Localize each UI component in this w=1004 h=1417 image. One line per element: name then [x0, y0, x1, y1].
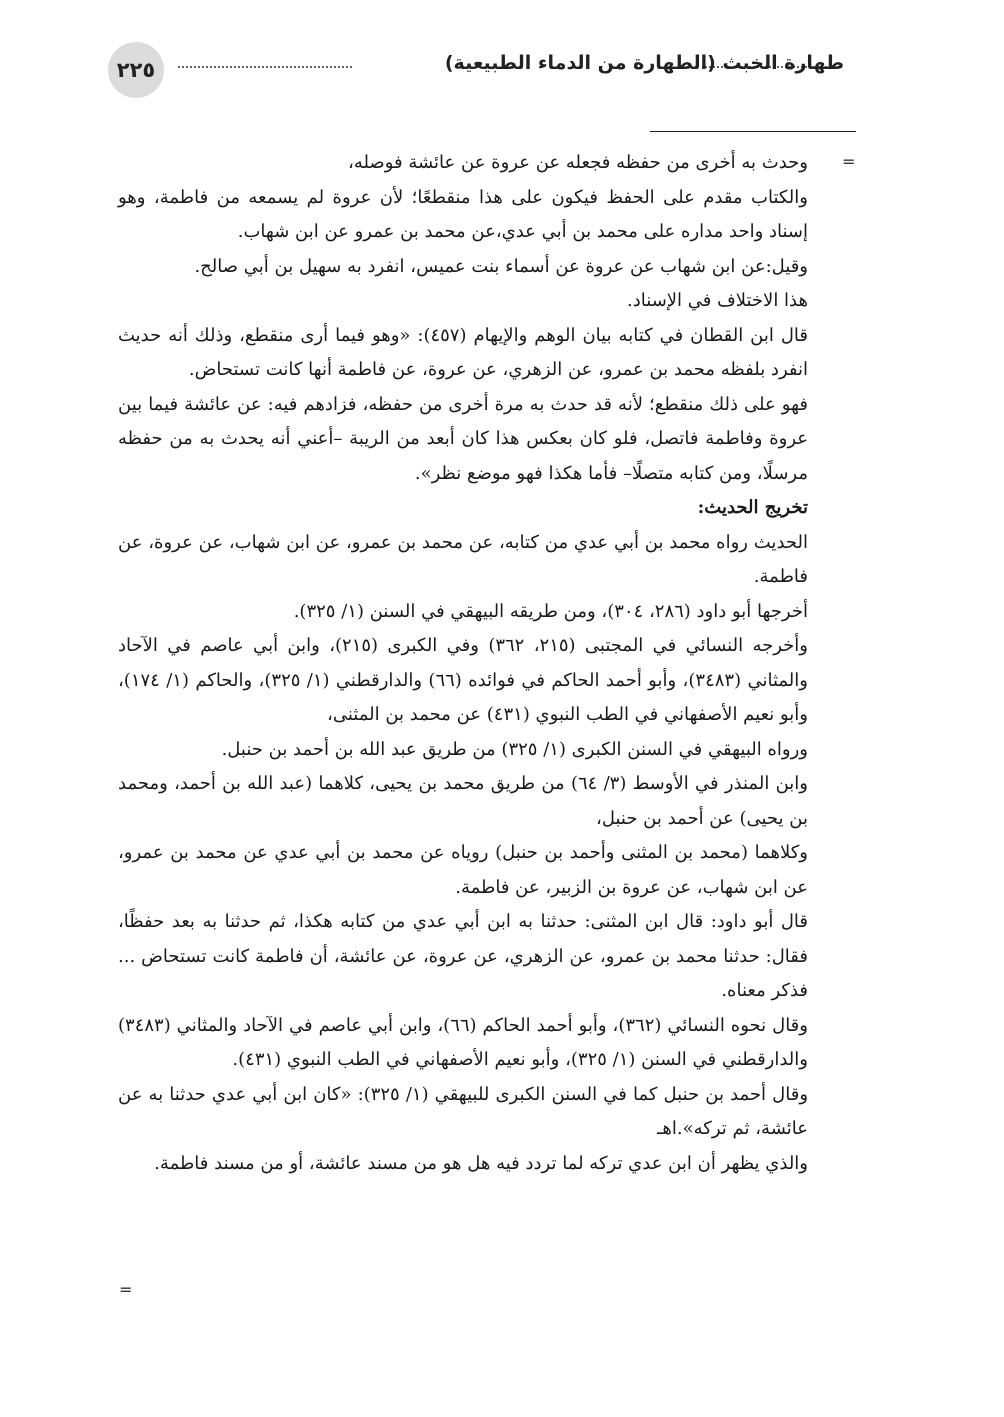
footnote-paragraph: فهو على ذلك منقطع؛ لأنه قد حدث به مرة أخرى من حفظه، فزادهم فيه: عن عائشة فيما بين عروة وفاطمة فاتصل، فلو كان بعكس هذا كان أبعد من الريبة –أعني أنه يحدث به من حفظه مرسلًا، ومن كتابه متصلًا– فأما هكذا فهو موضع نظر».: [118, 393, 808, 484]
footnote-paragraph: هذا الاختلاف في الإسناد.: [627, 290, 808, 311]
footnote-paragraph: وحدث به أخرى من حفظه فجعله عن عروة عن عائشة فوصله،: [348, 152, 808, 173]
continuation-mark-bottom: =: [119, 1280, 133, 1299]
footnote-paragraph: وقيل:عن ابن شهاب عن عروة عن أسماء بنت عميس، انفرد به سهيل بن أبي صالح.: [194, 255, 808, 277]
page-number: ٢٢٥: [116, 58, 156, 82]
continuation-mark-top: =: [842, 152, 856, 171]
running-title: طهارة الخبث (الطهارة من الدماء الطبيعية): [444, 52, 844, 74]
footnote-paragraph: قال أبو داود: قال ابن المثنى: حدثنا به ابن أبي عدي من كتابه هكذا، ثم حدثنا به بعد حفظًا، فقال: حدثنا محمد بن عمرو، عن الزهري، عن عروة، عن عائشة، أن فاطمة كانت تستحاض ... فذكر معناه.: [118, 911, 808, 1001]
footnote-paragraph: ورواه البيهقي في السنن الكبرى (١/ ٣٢٥) من طريق عبد الله بن أحمد بن حنبل.: [221, 738, 808, 760]
footnote-paragraph: وكلاهما (محمد بن المثنى وأحمد بن حنبل) روياه عن محمد بن أبي عدي عن محمد بن عمرو، عن ابن شهاب، عن عروة بن الزبير، عن فاطمة.: [118, 842, 808, 898]
footnote-paragraph: وأخرجه النسائي في المجتبى (٢١٥، ٣٦٢) وفي الكبرى (٢١٥)، وابن أبي عاصم في الآحاد والمثاني (٣٤٨٣)، وأبو أحمد الحاكم في فوائده (٦٦) والدارقطني (١/ ٣٢٥)، والحاكم (١/ ١٧٤)، وأبو نعيم الأصفهاني في الطب النبوي (٤٣١) عن محمد بن المثنى،: [118, 635, 808, 725]
footnote-paragraph: أخرجها أبو داود (٢٨٦، ٣٠٤)، ومن طريقه البيهقي في السنن (١/ ٣٢٥).: [293, 600, 808, 622]
header-leader-dots-left: [178, 58, 352, 68]
footnote-paragraph: قال ابن القطان في كتابه بيان الوهم والإيهام (٤٥٧): «وهو فيما أرى منقطع، وذلك أنه حديث انفرد بلفظه محمد بن عمرو، عن الزهري، عن عروة، عن فاطمة أنها كانت تستحاض.: [118, 324, 808, 380]
footnote-paragraph: وقال أحمد بن حنبل كما في السنن الكبرى للبيهقي (١/ ٣٢٥): «كان ابن أبي عدي حدثنا به عن عائشة، ثم تركه».اهـ: [118, 1083, 809, 1139]
page-number-badge: [108, 42, 164, 98]
footnote-paragraph: وقال نحوه النسائي (٣٦٢)، وأبو أحمد الحاكم (٦٦)، وابن أبي عاصم في الآحاد والمثاني (٣٤٨٣) والدارقطني في السنن (١/ ٣٢٥)، وأبو نعيم الأصفهاني في الطب النبوي (٤٣١).: [118, 1014, 808, 1070]
section-heading: تخريج الحديث:: [697, 497, 808, 518]
footnote-paragraph: والكتاب مقدم على الحفظ فيكون على هذا منقطعًا؛ لأن عروة لم يسمعه من فاطمة، وهو إسناد واحد مداره على محمد بن أبي عدي،عن محمد بن عمرو عن ابن شهاب.: [118, 186, 808, 242]
footnote-paragraph: الحديث رواه محمد بن أبي عدي من كتابه، عن محمد بن عمرو، عن ابن شهاب، عن عروة، عن فاطمة.: [118, 531, 808, 587]
footnote-paragraph: وابن المنذر في الأوسط (٣/ ٦٤) من طريق محمد بن يحيى، كلاهما (عبد الله بن أحمد، ومحمد بن يحيى) عن أحمد بن حنبل،: [118, 773, 808, 829]
footnote-paragraph: والذي يظهر أن ابن عدي تركه لما تردد فيه هل هو من مسند عائشة، أو من مسند فاطمة.: [154, 1152, 808, 1174]
footnote-separator-rule: [650, 131, 856, 132]
footnote-body: [118, 146, 808, 1181]
